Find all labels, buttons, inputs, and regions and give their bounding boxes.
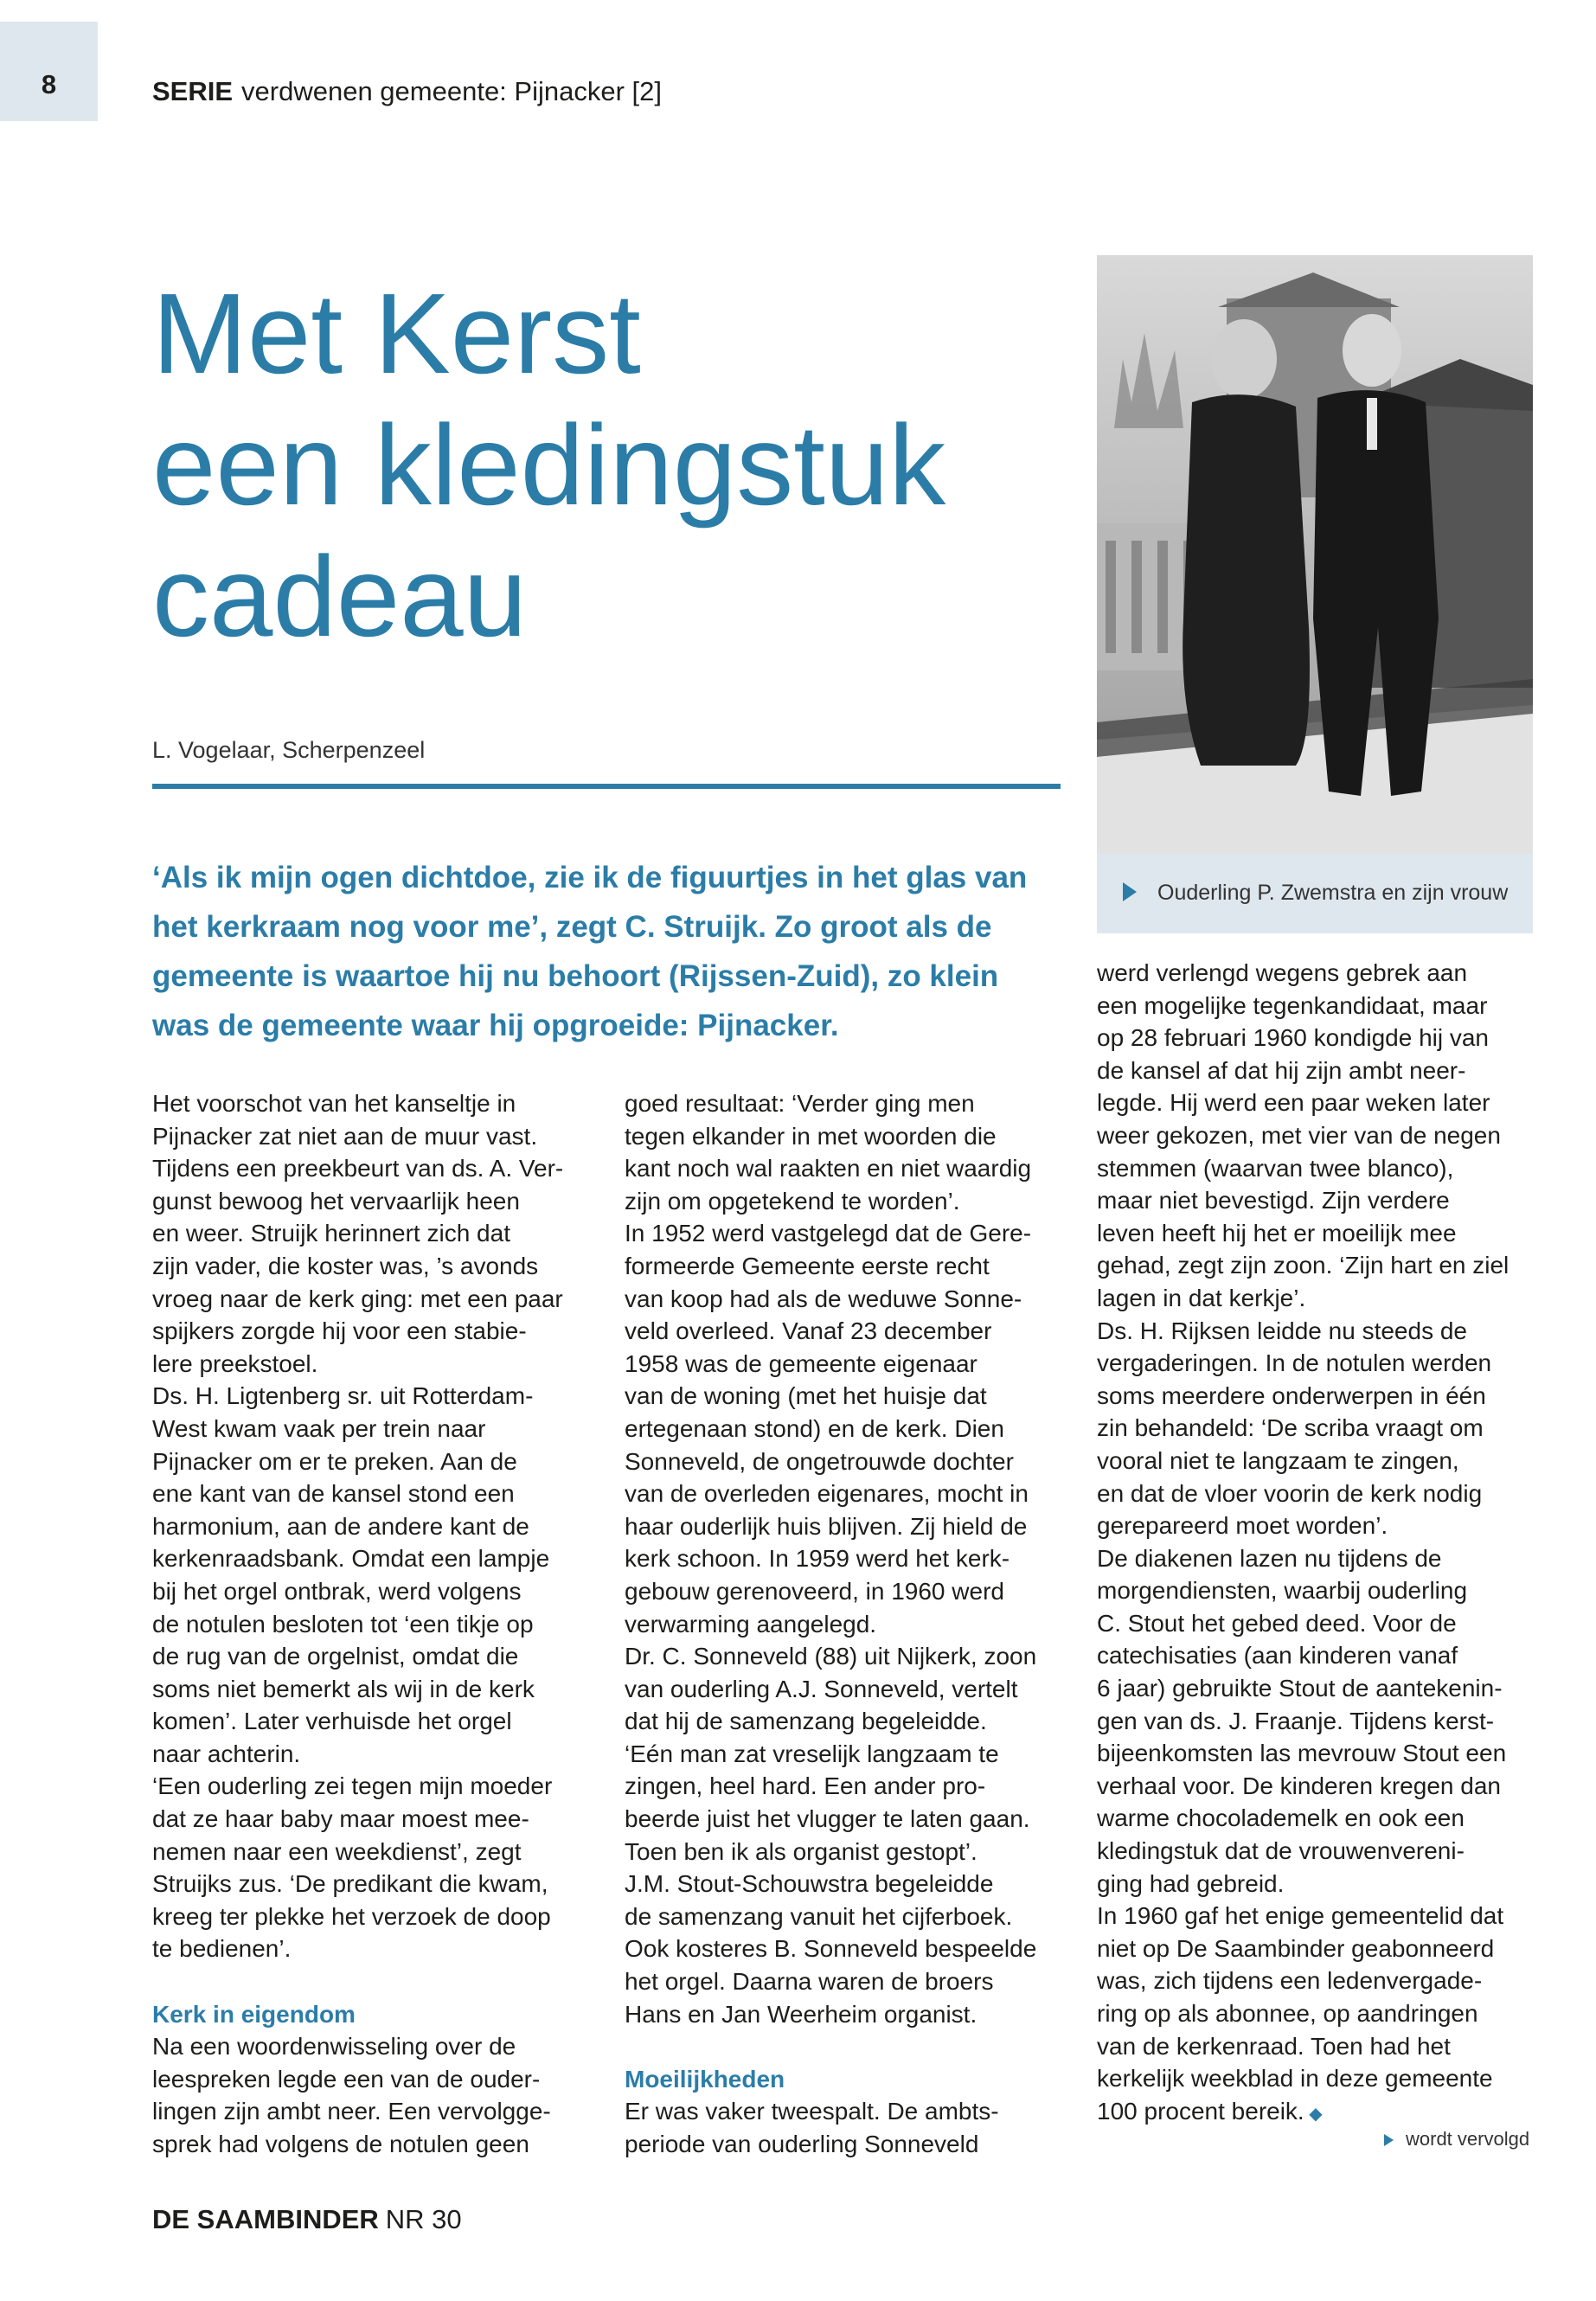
text-line: vooral niet te langzaam te zingen, (1097, 1446, 1459, 1474)
intro-line: het kerkraam nog voor me’, zegt C. Struijk. Zo groot als de (152, 910, 992, 944)
title-line: Met Kerst (152, 270, 641, 397)
series-label: SERIE (152, 76, 234, 106)
paragraph-gap (625, 2030, 1083, 2063)
text-line: ‘Een ouderling zei tegen mijn moeder (152, 1772, 553, 1800)
text-line: tegen elkander in met woorden die (625, 1122, 997, 1150)
text-line: haar ouderlijk huis blijven. Zij hield de (625, 1512, 1028, 1540)
text-line: J.M. Stout-Schouwstra begeleidde (625, 1870, 994, 1898)
text-line: bijeenkomsten las mevrouw Stout een (1097, 1740, 1507, 1767)
text-line: morgendiensten, waarbij ouderling (1097, 1577, 1468, 1605)
text-line: Hans en Jan Weerheim organist. (625, 2000, 977, 2028)
page-number: 8 (41, 69, 57, 99)
text-line: een mogelijke tegenkandidaat, maar (1097, 991, 1488, 1019)
text-line: en dat de vloer voorin de kerk nodig (1097, 1479, 1483, 1507)
issue-number: NR 30 (385, 2204, 462, 2234)
text-line: Dr. C. Sonneveld (88) uit Nijkerk, zoon (625, 1643, 1037, 1670)
article-title (152, 268, 1061, 663)
text-line: Pijnacker zat niet aan de muur vast. (152, 1122, 538, 1150)
text-line: te bedienen’. (152, 1935, 292, 1963)
continued-arrow-icon (1384, 2134, 1394, 2146)
text-line: bij het orgel ontbrak, werd volgens (152, 1577, 522, 1605)
text-line: verwarming aangelegd. (625, 1610, 877, 1638)
text-line: Struijks zus. ‘De predikant die kwam, (152, 1870, 548, 1898)
text-line: formeerde Gemeente eerste recht (625, 1252, 990, 1279)
text-line: kerkelijk weekblad in deze gemeente (1097, 2065, 1493, 2093)
text-line: harmonium, aan de andere kant de (152, 1512, 529, 1540)
text-line: catechisaties (aan kinderen vanaf (1097, 1642, 1458, 1670)
paragraph-gap (152, 1965, 611, 1998)
text-line: In 1960 gaf het enige gemeentelid dat (1097, 1902, 1504, 1930)
text-line: kant noch wal raakten en niet waardig (625, 1155, 1032, 1183)
text-line: van de woning (met het huisje dat (625, 1382, 987, 1410)
text-line: maar niet bevestigd. Zijn verdere (1097, 1187, 1450, 1215)
text-line: op 28 februari 1960 kondigde hij van (1097, 1024, 1490, 1052)
text-line: van koop had als de weduwe Sonne- (625, 1285, 1022, 1312)
text-line: vroeg naar de kerk ging: met een paar (152, 1285, 563, 1312)
text-line: zingen, heel hard. Een ander pro- (625, 1772, 986, 1800)
text-line: de rug van de orgelnist, omdat die (152, 1643, 519, 1670)
text-line: legde. Hij werd een paar weken later (1097, 1089, 1490, 1117)
text-line: Na een woordenwisseling over de (152, 2033, 516, 2061)
page-footer (152, 2204, 462, 2235)
title-line: cadeau (152, 533, 528, 660)
text-line: beerde juist het vlugger te laten gaan. (625, 1805, 1030, 1833)
text-line: naar achterin. (152, 1740, 301, 1767)
text-line: Het voorschot van het kanseltje in (152, 1090, 516, 1117)
text-line: warme chocolademelk en ook een (1097, 1804, 1465, 1832)
text-line: en weer. Struijk herinnert zich dat (152, 1220, 510, 1247)
text-line: kledingstuk dat de vrouwenvereni- (1097, 1837, 1465, 1865)
text-line: gen van ds. J. Fraanje. Tijdens kerst- (1097, 1707, 1495, 1734)
text-line: ring op als abonnee, op aandringen (1097, 2000, 1478, 2027)
text-line: periode van ouderling Sonneveld (625, 2131, 979, 2157)
text-line: ertegenaan stond) en de kerk. Dien (625, 1414, 1004, 1442)
text-line: ging had gebreid. (1097, 1869, 1285, 1897)
text-line: verhaal voor. De kinderen kregen dan (1097, 1772, 1501, 1799)
text-line: veld overleed. Vanaf 23 december (625, 1317, 992, 1345)
text-line: dat ze haar baby maar moest mee- (152, 1805, 529, 1833)
caption-arrow-icon (1123, 882, 1137, 901)
text-line: gunst bewoog het vervaarlijk heen (152, 1187, 520, 1215)
series-header (152, 76, 662, 107)
text-line: sprek had volgens de notulen geen (152, 2131, 529, 2157)
text-line: soms meerdere onderwerpen in één (1097, 1381, 1486, 1409)
text-line: gerepareerd moet worden’. (1097, 1512, 1388, 1540)
photo-illustration (1097, 255, 1533, 854)
text-line: dat hij de samenzang begeleidde. (625, 1708, 987, 1735)
section-subheading: Moeilijkheden (625, 2065, 785, 2093)
text-line: leven heeft hij het er moeilijk mee (1097, 1219, 1457, 1247)
text-line: kerk schoon. In 1959 werd het kerk- (625, 1545, 1010, 1573)
text-line: 1958 was de gemeente eigenaar (625, 1349, 977, 1377)
continued-note (1384, 2128, 1529, 2150)
text-line: Pijnacker om er te preken. Aan de (152, 1447, 517, 1475)
article-column-3 (1097, 957, 1555, 2131)
text-line: van de kerkenraad. Toen had het (1097, 2032, 1451, 2060)
text-line: ene kant van de kansel stond een (152, 1480, 515, 1508)
text-line: leespreken legde een van de ouder- (152, 2065, 541, 2093)
article-column-1 (152, 1087, 611, 2161)
magazine-name: DE SAAMBINDER (152, 2204, 379, 2234)
photo-caption: Ouderling P. Zwemstra en zijn vrouw (1157, 881, 1509, 905)
text-line: ‘Eén man zat vreselijk langzaam te (625, 1740, 999, 1767)
text-line: werd verlengd wegens gebrek aan (1097, 959, 1468, 986)
text-line: gebouw gerenoveerd, in 1960 werd (625, 1577, 1004, 1605)
text-line: nemen naar een weekdienst’, zegt (152, 1837, 522, 1865)
text-line: Tijdens een preekbeurt van ds. A. Ver- (152, 1155, 564, 1183)
text-line: kreeg ter plekke het verzoek de doop (152, 1902, 551, 1930)
text-line: Er was vaker tweespalt. De ambts- (625, 2098, 999, 2125)
text-line: C. Stout het gebed deed. Voor de (1097, 1609, 1457, 1637)
text-line: de kansel af dat hij zijn ambt neer- (1097, 1056, 1466, 1084)
text-line: weer gekozen, met vier van de negen (1097, 1121, 1501, 1149)
intro-lead (152, 853, 1061, 1050)
text-line: zijn om opgetekend te worden’. (625, 1187, 960, 1215)
text-line: Ds. H. Rijksen leidde nu steeds de (1097, 1317, 1467, 1344)
text-line: zin behandeld: ‘De scriba vraagt om (1097, 1414, 1484, 1442)
intro-line: was de gemeente waar hij opgroeide: Pijnacker. (152, 1009, 839, 1042)
text-line: niet op De Saambinder geabonneerd (1097, 1934, 1495, 1962)
text-line: de samenzang vanuit het cijferboek. (625, 1902, 1013, 1930)
end-of-article-diamond-icon: ◆ (1304, 2104, 1323, 2124)
text-line: zijn vader, die koster was, ’s avonds (152, 1252, 539, 1279)
photo-caption-box (1097, 854, 1533, 933)
text-line: stemmen (waarvan twee blanco), (1097, 1154, 1454, 1182)
section-subheading: Kerk in eigendom (152, 2000, 356, 2028)
text-line: 6 jaar) gebruikte Stout de aantekenin- (1097, 1675, 1503, 1702)
intro-line: gemeente is waartoe hij nu behoort (Rijssen-Zuid), zo klein (152, 959, 999, 993)
text-line: van ouderling A.J. Sonneveld, vertelt (625, 1675, 1018, 1702)
author-byline: L. Vogelaar, Scherpenzeel (152, 737, 426, 763)
title-line: een kledingstuk (152, 401, 946, 529)
text-line: In 1952 werd vastgelegd dat de Gere- (625, 1220, 1032, 1247)
text-line: Toen ben ik als organist gestopt’. (625, 1837, 977, 1865)
text-line: Sonneveld, de ongetrouwde dochter (625, 1447, 1014, 1475)
text-line: goed resultaat: ‘Verder ging men (625, 1090, 975, 1117)
text-line: gehad, zegt zijn zoon. ‘Zijn hart en ziel (1097, 1252, 1509, 1279)
article-column-2 (625, 1087, 1083, 2161)
text-line: het orgel. Daarna waren de broers (625, 1968, 994, 1996)
text-line: de notulen besloten tot ‘een tikje op (152, 1610, 534, 1638)
continued-label: wordt vervolgd (1406, 2128, 1530, 2150)
text-line: lere preekstoel. (152, 1349, 318, 1377)
text-line: 100 procent bereik. ◆ (1097, 2097, 1323, 2125)
text-line: komen’. Later verhuisde het orgel (152, 1708, 512, 1735)
couple-photo (1097, 255, 1533, 854)
text-line: vergaderingen. In de notulen werden (1097, 1349, 1492, 1377)
text-line: De diakenen lazen nu tijdens de (1097, 1544, 1442, 1572)
text-line: West kwam vaak per trein naar (152, 1414, 486, 1442)
intro-line: ‘Als ik mijn ogen dichtdoe, zie ik de figuurtjes in het glas van (152, 861, 1028, 894)
text-line: kerkenraadsbank. Omdat een lampje (152, 1545, 550, 1573)
text-line: van de overleden eigenares, mocht in (625, 1480, 1029, 1508)
text-line: lingen zijn ambt neer. Een vervolgge- (152, 2098, 551, 2125)
title-divider (152, 784, 1061, 789)
text-line: was, zich tijdens een ledenvergade- (1097, 1967, 1483, 1995)
text-line: soms niet bemerkt als wij in de kerk (152, 1675, 535, 1702)
text-line: spijkers zorgde hij voor een stabie- (152, 1317, 527, 1345)
text-line: Ds. H. Ligtenberg sr. uit Rotterdam- (152, 1382, 534, 1410)
text-line: Ook kosteres B. Sonneveld bespeelde (625, 1935, 1037, 1963)
series-subtitle: verdwenen gemeente: Pijnacker [2] (241, 76, 662, 106)
text-line: lagen in dat kerkje’. (1097, 1284, 1306, 1311)
